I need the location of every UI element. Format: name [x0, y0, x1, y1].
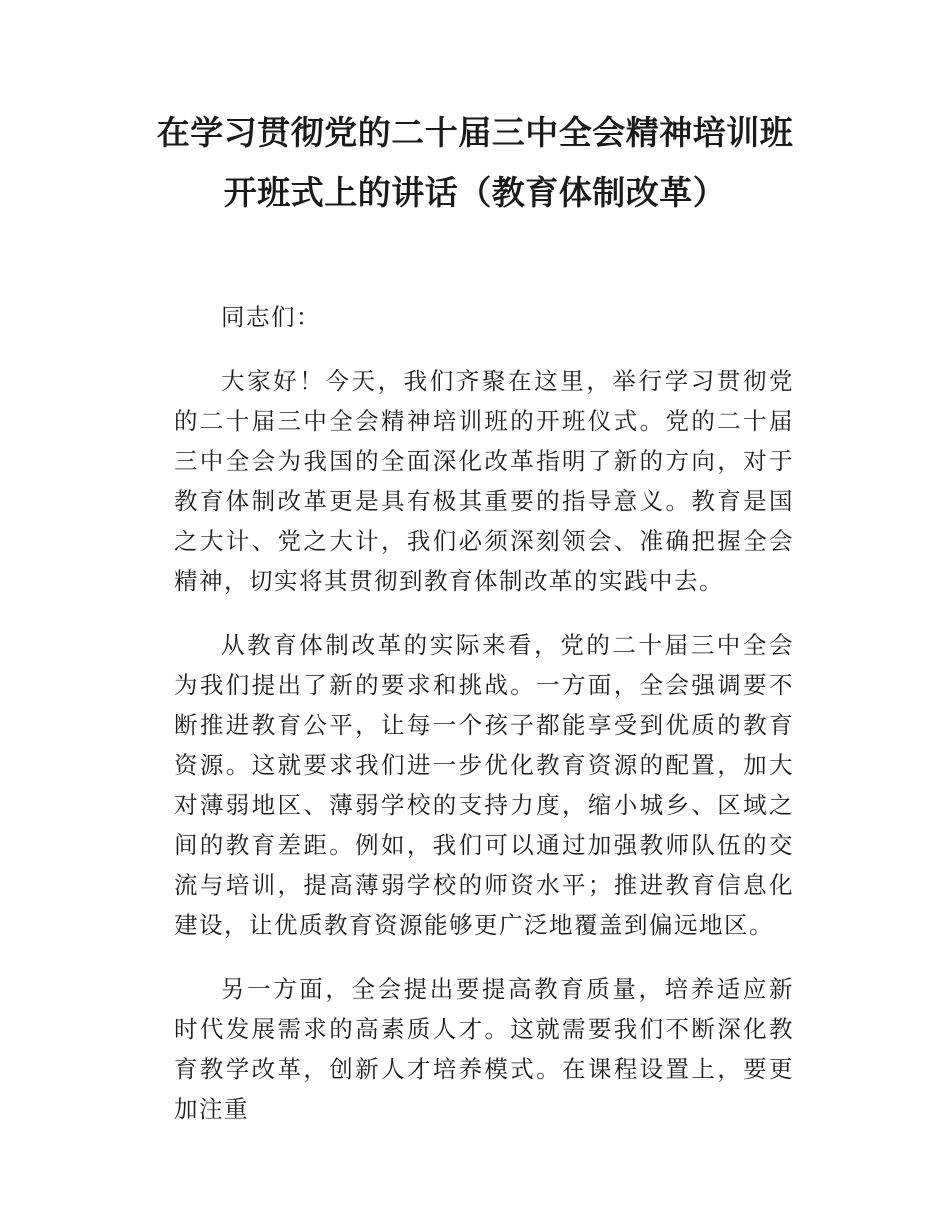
document-body — [174, 297, 794, 1153]
document-title-line-2: 开班式上的讲话（教育体制改革） — [223, 173, 727, 212]
salutation: 同志们： — [221, 303, 321, 331]
paragraph: 从教育体制改革的实际来看，党的二十届三中全会为我们提出了新的要求和挑战。一方面，全会强调要不断推进教育公平，让每一个孩子都能享受到优质的教育资源。这就要求我们进一步优化教育资源的配置，加大对薄弱地区、薄弱学校的支持力度，缩小城乡、区域之间的教育差距。例如，我们可以通过加强教师队伍的交流与培训，提高薄弱学校的师资水平；推进教育信息化建设，让优质教育资源能够更广泛地覆盖到偏远地区。 — [174, 631, 794, 939]
paragraph: 大家好！今天，我们齐聚在这里，举行学习贯彻党的二十届三中全会精神培训班的开班仪式。党的二十届三中全会为我国的全面深化改革指明了新的方向，对于教育体制改革更是具有极其重要的指导意义。教育是国之大计、党之大计，我们必须深刻领会、准确把握全会精神，切实将其贯彻到教育体制改革的实践中去。 — [174, 367, 794, 595]
paragraph: 另一方面，全会提出要提高教育质量，培养适应新时代发展需求的高素质人才。这就需要我们不断深化教育教学改革，创新人才培养模式。在课程设置上，要更加注重 — [174, 975, 794, 1123]
document-title-line-1: 在学习贯彻党的二十届三中全会精神培训班 — [156, 113, 794, 152]
